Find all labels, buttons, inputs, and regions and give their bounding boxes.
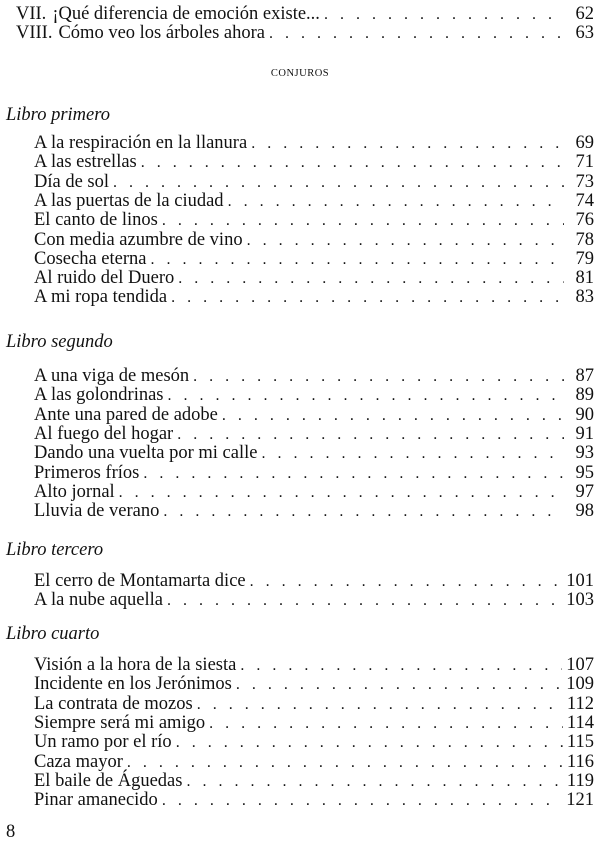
entry-title: A una viga de mesón bbox=[34, 366, 190, 386]
entry-page: 76 bbox=[575, 210, 594, 230]
toc-entry bbox=[34, 571, 594, 591]
entry-title: Primeros fríos bbox=[34, 463, 140, 483]
entry-page: 103 bbox=[566, 590, 594, 610]
toc-entry bbox=[34, 790, 594, 810]
toc-entry bbox=[34, 590, 594, 610]
dot-leader bbox=[178, 269, 564, 289]
entry-page: 78 bbox=[575, 230, 594, 250]
entry-page: 98 bbox=[575, 501, 594, 521]
entry-title: Siempre será mi amigo bbox=[34, 713, 206, 733]
dot-leader bbox=[324, 5, 564, 25]
dot-leader bbox=[261, 444, 564, 464]
entry-page: 109 bbox=[566, 674, 594, 694]
entry-title: A la nube aquella bbox=[34, 590, 163, 610]
section-heading: CONJUROS bbox=[270, 68, 330, 79]
entry-page: 71 bbox=[575, 152, 594, 172]
entry-page: 116 bbox=[566, 752, 594, 772]
toc-entry bbox=[34, 172, 594, 192]
entry-title: Con media azumbre de vino bbox=[34, 230, 243, 250]
entry-title: A la respiración en la llanura bbox=[34, 133, 248, 153]
dot-leader bbox=[193, 367, 564, 387]
entry-page: 73 bbox=[575, 172, 594, 192]
toc-entry bbox=[34, 713, 594, 733]
entry-page: 115 bbox=[566, 732, 594, 752]
toc-entry bbox=[34, 501, 594, 521]
entry-title: Al ruido del Duero bbox=[34, 268, 175, 288]
dot-leader bbox=[247, 231, 564, 251]
dot-leader bbox=[141, 153, 564, 173]
entry-page: 87 bbox=[575, 366, 594, 386]
toc-entry bbox=[34, 152, 594, 172]
entry-title: La contrata de mozos bbox=[34, 694, 193, 714]
toc-entry bbox=[34, 771, 594, 791]
entry-title: Dando una vuelta por mi calle bbox=[34, 443, 258, 463]
toc-entry bbox=[34, 385, 594, 405]
dot-leader bbox=[228, 192, 564, 212]
entry-page: 90 bbox=[575, 405, 594, 425]
dot-leader bbox=[186, 772, 562, 792]
dot-leader bbox=[127, 753, 563, 773]
toc-entry bbox=[16, 4, 594, 24]
dot-leader bbox=[269, 24, 564, 44]
toc-entry bbox=[34, 405, 594, 425]
book-heading: Libro segundo bbox=[6, 332, 113, 352]
book-heading: Libro primero bbox=[6, 105, 110, 125]
entry-title: A mi ropa tendida bbox=[34, 287, 168, 307]
dot-leader bbox=[171, 288, 564, 308]
entry-title: A las golondrinas bbox=[34, 385, 164, 405]
dot-leader bbox=[113, 173, 564, 193]
toc-entry bbox=[34, 287, 594, 307]
entry-page: 112 bbox=[566, 694, 594, 714]
book-heading: Libro cuarto bbox=[6, 624, 100, 644]
entry-title: Día de sol bbox=[34, 172, 110, 192]
dot-leader bbox=[251, 134, 564, 154]
toc-entry bbox=[34, 268, 594, 288]
toc-entry bbox=[34, 752, 594, 772]
toc-entry bbox=[34, 732, 594, 752]
entry-title: ¡Qué diferencia de emoción existe... bbox=[52, 4, 320, 24]
toc-entry bbox=[34, 210, 594, 230]
dot-leader bbox=[209, 714, 563, 734]
entry-page: 69 bbox=[575, 133, 594, 153]
entry-title: Caza mayor bbox=[34, 752, 123, 772]
entry-page: 97 bbox=[575, 482, 594, 502]
toc-entry bbox=[34, 482, 594, 502]
dot-leader bbox=[197, 695, 563, 715]
dot-leader bbox=[119, 483, 564, 503]
entry-page: 119 bbox=[566, 771, 594, 791]
dot-leader bbox=[240, 656, 562, 676]
entry-title: Al fuego del hogar bbox=[34, 424, 174, 444]
entry-title: Un ramo por el río bbox=[34, 732, 172, 752]
entry-title: Alto jornal bbox=[34, 482, 115, 502]
dot-leader bbox=[162, 791, 562, 811]
entry-page: 93 bbox=[575, 443, 594, 463]
toc-entry bbox=[34, 249, 594, 269]
dot-leader bbox=[162, 211, 564, 231]
dot-leader bbox=[222, 406, 564, 426]
toc-entry bbox=[16, 23, 594, 43]
entry-page: 83 bbox=[575, 287, 594, 307]
toc-entry bbox=[34, 133, 594, 153]
entry-title: El baile de Águedas bbox=[34, 771, 183, 791]
toc-entry bbox=[34, 463, 594, 483]
entry-title: Cosecha eterna bbox=[34, 249, 147, 269]
toc-entry bbox=[34, 424, 594, 444]
entry-title: Incidente en los Jerónimos bbox=[34, 674, 232, 694]
entry-title: El canto de linos bbox=[34, 210, 158, 230]
toc-entry bbox=[34, 443, 594, 463]
entry-title: Pinar amanecido bbox=[34, 790, 158, 810]
dot-leader bbox=[177, 425, 564, 445]
dot-leader bbox=[236, 675, 562, 695]
toc-entry bbox=[34, 230, 594, 250]
entry-page: 107 bbox=[566, 655, 594, 675]
book-heading: Libro tercero bbox=[6, 540, 104, 560]
toc-entry bbox=[34, 191, 594, 211]
entry-page: 89 bbox=[575, 385, 594, 405]
dot-leader bbox=[176, 733, 563, 753]
entry-page: 79 bbox=[575, 249, 594, 269]
dot-leader bbox=[150, 250, 564, 270]
entry-page: 91 bbox=[575, 424, 594, 444]
toc-entry bbox=[34, 674, 594, 694]
toc-entry bbox=[34, 694, 594, 714]
entry-title: A las puertas de la ciudad bbox=[34, 191, 224, 211]
entry-title: El cerro de Montamarta dice bbox=[34, 571, 246, 591]
toc-entry bbox=[34, 366, 594, 386]
dot-leader bbox=[168, 386, 565, 406]
dot-leader bbox=[143, 464, 564, 484]
dot-leader bbox=[163, 502, 564, 522]
entry-title: A las estrellas bbox=[34, 152, 137, 172]
entry-page: 62 bbox=[575, 4, 594, 24]
entry-title: Cómo veo los árboles ahora bbox=[58, 23, 266, 43]
entry-page: 63 bbox=[575, 23, 594, 43]
entry-page: 81 bbox=[575, 268, 594, 288]
entry-page: 95 bbox=[575, 463, 594, 483]
entry-title: Lluvia de verano bbox=[34, 501, 160, 521]
dot-leader bbox=[250, 572, 563, 592]
entry-page: 101 bbox=[566, 571, 594, 591]
entry-page: 74 bbox=[575, 191, 594, 211]
toc-entry bbox=[34, 655, 594, 675]
entry-title: Ante una pared de adobe bbox=[34, 405, 218, 425]
entry-page: 121 bbox=[566, 790, 594, 810]
entry-number: VII. bbox=[16, 4, 47, 24]
page-number: 8 bbox=[6, 822, 16, 842]
entry-number: VIII. bbox=[16, 23, 53, 43]
dot-leader bbox=[167, 591, 562, 611]
entry-title: Visión a la hora de la siesta bbox=[34, 655, 237, 675]
entry-page: 114 bbox=[566, 713, 594, 733]
